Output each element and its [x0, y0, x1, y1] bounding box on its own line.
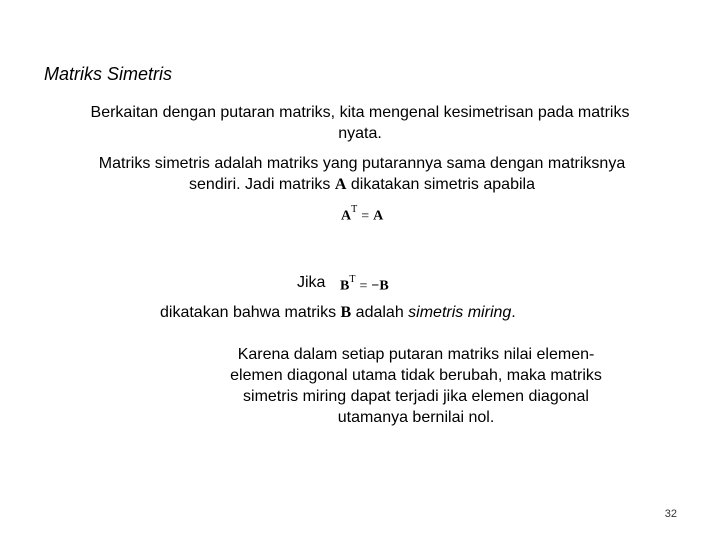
line2-middle: adalah: [355, 304, 404, 321]
definition-paragraph: [94, 153, 630, 195]
eq1-operator: =: [361, 208, 370, 224]
jika-label: Jika: [297, 274, 326, 291]
page-number: 32: [664, 508, 677, 520]
eq1-rhs: A: [373, 208, 384, 224]
eq2-operator: =: [359, 278, 368, 294]
line2-prefix: dikatakan bahwa matriks: [160, 304, 337, 321]
definition-text: Matriks simetris adalah matriks yang putarannya sama dengan matriksnya sendiri. Jadi matriks: [98, 155, 626, 193]
eq2-rhs: −B: [371, 278, 389, 294]
eq2-transpose: T: [349, 274, 356, 285]
eq1-transpose: T: [351, 204, 358, 215]
eq1-lhs: A: [341, 208, 352, 224]
slide-title: Matriks Simetris: [44, 64, 173, 84]
intro-paragraph: Berkaitan dengan putaran matriks, kita mengenal kesimetrisan pada matriks nyata.: [90, 104, 630, 142]
definition-tail: dikatakan simetris apabila: [350, 176, 535, 193]
diagonal-paragraph: Karena dalam setiap putaran matriks nilai elemen-elemen diagonal utama tidak berubah, maka matriks simetris miring dapat terjadi jika elemen diagonal utamanya bernilai nol.: [230, 346, 602, 426]
skew-definition-line: [160, 304, 516, 322]
matrix-a-symbol: A: [334, 176, 347, 193]
symmetric-equation: [341, 206, 383, 225]
matrix-b-symbol: B: [340, 304, 352, 321]
eq2-lhs: B: [340, 278, 350, 294]
skew-symmetric-term: simetris miring: [408, 304, 512, 321]
skew-symmetric-equation: [340, 276, 389, 295]
line2-suffix: .: [511, 304, 516, 321]
